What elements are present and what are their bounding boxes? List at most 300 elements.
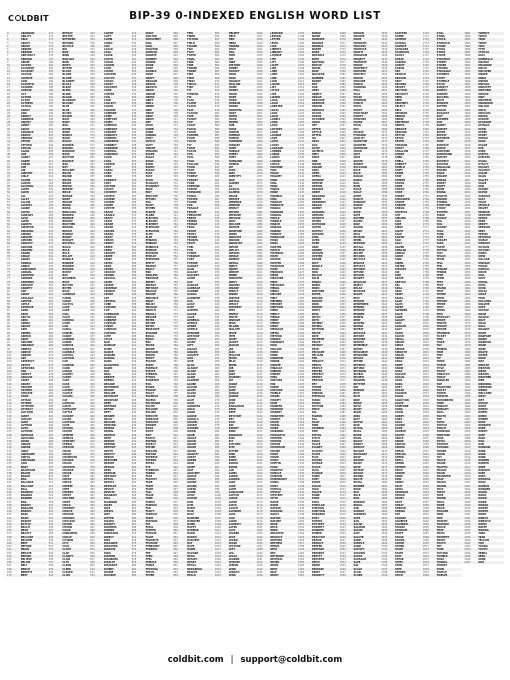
word-index: 55 <box>7 207 11 211</box>
word-index: 397 <box>90 207 95 211</box>
word-index: 973 <box>214 408 220 412</box>
word-index: 253 <box>48 293 54 297</box>
word-index: 32 <box>7 134 11 137</box>
word-text: BAR <box>20 500 27 504</box>
word-text: MARCH <box>270 223 281 227</box>
word-index: 664 <box>131 513 137 517</box>
word-text: PAYMENT <box>311 338 325 341</box>
word-index: 1417 <box>339 188 346 192</box>
word-index: 615 <box>131 357 137 361</box>
word-index: 1442 <box>339 267 346 271</box>
word-text: OZONE <box>311 258 322 262</box>
word-index: 874 <box>214 92 220 96</box>
word-text: ALERT <box>20 188 30 192</box>
word-text: SECOND <box>395 83 407 86</box>
word-index: 1097 <box>256 258 263 262</box>
word-index: 483 <box>90 481 95 485</box>
word-text: ENTIRE <box>145 322 156 326</box>
word-text: DOMAIN <box>145 51 157 55</box>
word-index: 751 <box>173 245 178 249</box>
word-text: SILENT <box>395 236 405 239</box>
word-index: 1257 <box>298 223 305 227</box>
word-index: 252 <box>48 290 54 294</box>
word-index: 1036 <box>256 63 263 67</box>
word-index: 88 <box>7 312 11 316</box>
word-index: 1542 <box>381 41 388 45</box>
word-text: SALMON <box>353 526 365 530</box>
word-text: AREA <box>20 318 29 322</box>
word-text: EXPAND <box>145 440 157 443</box>
word-text: PREPARE <box>311 548 324 552</box>
word-text: CUPBOARD <box>104 312 119 316</box>
word-index: 697 <box>173 73 178 77</box>
word-text: FOOD <box>187 165 195 169</box>
word-index: 446 <box>90 363 95 367</box>
word-text: REGION <box>353 274 364 278</box>
word-text: MEASURE <box>270 277 284 281</box>
word-text: CHARGE <box>62 468 74 472</box>
word-text: BLADE <box>62 73 72 77</box>
word-text: CABIN <box>62 296 71 300</box>
word-text: RUG <box>353 491 360 494</box>
word-text: EMBRACE <box>145 245 159 249</box>
word-index: 1068 <box>256 165 263 169</box>
word-text: LOCK <box>270 111 278 115</box>
word-index: 316 <box>48 494 54 498</box>
word-text: FAVORITE <box>145 538 159 542</box>
word-row <box>6 574 47 577</box>
word-text: FRESH <box>187 216 196 220</box>
word-index: 1022 <box>214 564 221 568</box>
word-text: BUTTER <box>62 283 73 287</box>
word-text: PHONE <box>311 385 322 389</box>
word-index: 1076 <box>256 191 263 195</box>
word-text: HUNT <box>228 146 237 150</box>
word-index: 261 <box>48 318 54 322</box>
word-text: FINE <box>187 63 194 67</box>
word-text: CHIEF <box>62 500 71 504</box>
word-index: 1301 <box>298 363 305 367</box>
word-text: LESSON <box>270 35 281 39</box>
word-text: SCHOOL <box>395 41 407 45</box>
word-index: 742 <box>173 216 178 220</box>
word-text: OUTPUT <box>311 229 323 233</box>
word-text: GOOD <box>187 411 196 415</box>
word-index: 812 <box>173 440 178 443</box>
word-text: FUN <box>187 248 193 252</box>
word-index: 1219 <box>298 102 305 106</box>
word-index: 926 <box>214 258 220 262</box>
word-text: DURING <box>145 134 157 137</box>
word-index: 1565 <box>381 114 388 118</box>
word-row <box>48 574 89 577</box>
word-index: 791 <box>173 373 178 377</box>
word-text: PUDDING <box>353 86 366 90</box>
word-index: 131 <box>7 449 12 453</box>
word-index: 555 <box>131 165 137 169</box>
word-index: 1559 <box>381 95 388 99</box>
word-text: REJECT <box>353 283 363 287</box>
word-text: INDEX <box>228 232 238 236</box>
word-index: 421 <box>90 283 95 287</box>
word-text: SECRET <box>395 86 406 90</box>
word-text: ROAST <box>353 440 363 443</box>
word-index: 549 <box>131 146 137 150</box>
word-text: GALAXY <box>187 271 198 275</box>
word-index: 1334 <box>298 468 305 472</box>
word-index: 236 <box>48 239 54 243</box>
word-text: ANY <box>20 290 27 294</box>
word-text: NOTE <box>311 57 320 61</box>
word-index: 0 <box>7 32 9 35</box>
word-index: 57 <box>7 213 11 217</box>
word-text: ELSE <box>145 236 153 239</box>
word-text: CRUMBLE <box>104 287 117 290</box>
word-index: 1465 <box>339 341 346 345</box>
word-index: 1498 <box>339 446 346 450</box>
word-index: 505 <box>90 551 95 555</box>
word-text: AUNT <box>20 420 29 424</box>
word-text: PUNCH <box>353 102 363 106</box>
word-index: 1253 <box>298 210 305 214</box>
word-text: PEAR <box>311 347 319 351</box>
word-text: SHIVER <box>395 178 405 182</box>
word-index: 66 <box>7 242 11 246</box>
word-index: 490 <box>90 503 95 507</box>
word-index: 1351 <box>298 522 305 526</box>
word-index: 432 <box>90 318 95 322</box>
word-index: 1317 <box>298 414 305 418</box>
word-text: PIECE <box>311 408 320 412</box>
word-text: SLEEP <box>395 306 404 310</box>
word-text: MAXIMUM <box>270 264 284 268</box>
word-index: 1540 <box>381 35 388 39</box>
word-index: 58 <box>7 216 11 220</box>
word-index: 622 <box>131 379 137 383</box>
word-index: 321 <box>48 510 54 514</box>
word-index: 764 <box>173 287 178 290</box>
word-index: 1141 <box>256 398 263 402</box>
word-text: DESTROY <box>104 475 117 479</box>
word-index: 1386 <box>339 89 346 93</box>
word-index: 1168 <box>256 484 263 488</box>
word-index: 160 <box>7 542 12 545</box>
word-text: RIGID <box>353 411 362 415</box>
word-index: 319 <box>48 503 54 507</box>
word-index: 470 <box>90 440 95 443</box>
word-index: 1578 <box>381 156 388 160</box>
word-index: 1451 <box>339 296 346 300</box>
word-text: OSTRICH <box>311 216 324 220</box>
word-index: 784 <box>173 350 178 354</box>
word-index: 855 <box>214 32 220 35</box>
word-text: CUTE <box>104 334 111 338</box>
word-index: 405 <box>90 232 95 236</box>
word-index: 436 <box>90 331 95 335</box>
word-index: 43 <box>7 169 11 173</box>
word-index: 492 <box>90 510 95 514</box>
word-index: 542 <box>131 124 137 128</box>
word-text: DANGER <box>104 353 116 357</box>
word-text: NERVE <box>270 545 280 549</box>
word-index: 944 <box>214 315 220 319</box>
word-text: NET <box>270 551 276 555</box>
word-index: 690 <box>173 51 178 55</box>
word-text: BURDEN <box>62 264 74 268</box>
word-text: PILOT <box>311 420 320 424</box>
word-index: 756 <box>173 261 178 265</box>
word-text: FAINT <box>145 484 154 488</box>
word-text: CLICK <box>62 573 71 577</box>
word-index: 124 <box>7 427 12 431</box>
word-text: EARLY <box>145 159 154 163</box>
word-index: 120 <box>7 414 12 418</box>
word-text: DIFFER <box>104 516 114 520</box>
word-index: 1258 <box>298 226 305 230</box>
word-index: 514 <box>131 35 137 39</box>
word-index: 530 <box>131 86 137 90</box>
word-text: RECALL <box>353 245 364 249</box>
word-index: 896 <box>214 162 220 166</box>
word-text: SAMPLE <box>353 542 365 545</box>
word-text: DISORDER <box>104 557 118 561</box>
word-text: LEMON <box>228 564 239 568</box>
word-text: LIBERTY <box>270 47 282 51</box>
word-text: REPEAT <box>353 328 364 332</box>
word-text: QUOTE <box>353 159 363 163</box>
word-text: EARN <box>145 162 153 166</box>
word-index: 1174 <box>256 503 263 507</box>
word-index: 1428 <box>339 223 346 227</box>
word-text: HEAVY <box>187 564 197 568</box>
word-text: PROSPER <box>353 70 367 74</box>
word-text: DECLINE <box>104 392 116 396</box>
word-index: 1415 <box>339 181 346 185</box>
word-text: SCATTER <box>395 32 407 35</box>
word-index: 379 <box>90 149 95 153</box>
word-text: PROPERTY <box>353 67 368 71</box>
word-index: 266 <box>48 334 54 338</box>
word-index: 686 <box>173 38 178 42</box>
word-text: AGENT <box>20 156 30 160</box>
word-text: SIGN <box>395 232 402 236</box>
word-text: BURGER <box>62 267 74 271</box>
word-text: SCREEN <box>395 60 406 64</box>
word-index: 1634 <box>381 334 388 338</box>
word-text: PROVIDE <box>353 79 366 83</box>
word-text: OUTSIDE <box>311 232 324 236</box>
word-text: ILLNESS <box>228 191 240 195</box>
word-text: ATTEND <box>20 401 32 405</box>
word-text: RUNWAY <box>353 500 366 504</box>
word-index: 1116 <box>256 318 263 322</box>
word-index: 180 <box>48 60 54 64</box>
word-text: RANCH <box>353 197 363 201</box>
word-index: 1335 <box>298 471 305 475</box>
word-index: 1211 <box>298 76 305 80</box>
word-index: 548 <box>131 143 137 147</box>
word-text: AUTO <box>20 427 29 431</box>
word-index: 1099 <box>256 264 263 268</box>
word-text: DEGREE <box>104 414 115 418</box>
word-index: 218 <box>48 181 54 185</box>
word-text: BRUSH <box>62 229 72 233</box>
word-text: NORTH <box>311 47 322 51</box>
word-index: 547 <box>131 140 137 144</box>
word-index: 519 <box>131 51 137 55</box>
word-text: CUSHION <box>104 328 117 332</box>
word-text: PICTURE <box>311 404 324 408</box>
word-index: 1070 <box>256 172 263 176</box>
word-index: 415 <box>90 264 95 268</box>
word-index: 177 <box>48 51 54 55</box>
word-text: ENFORCE <box>145 287 159 290</box>
word-index: 618 <box>131 366 137 370</box>
word-text: RENT <box>353 318 361 322</box>
word-text: SHOVE <box>395 200 405 204</box>
word-index: 531 <box>131 89 137 93</box>
word-index: 1588 <box>381 188 388 192</box>
word-index: 621 <box>131 376 137 380</box>
word-index: 898 <box>214 169 220 173</box>
word-index: 647 <box>131 459 137 463</box>
word-index: 82 <box>7 293 11 297</box>
word-text: GARDEN <box>187 290 199 294</box>
word-index: 297 <box>48 433 54 437</box>
word-text: ACOUSTIC <box>20 83 35 86</box>
word-text: SHALLOW <box>395 149 409 153</box>
word-index: 1005 <box>214 510 221 514</box>
word-index: 1226 <box>298 124 305 128</box>
word-text: MILK <box>270 344 277 348</box>
word-index: 1122 <box>256 338 263 341</box>
word-index: 118 <box>7 408 12 412</box>
word-index: 857 <box>214 38 220 42</box>
word-index: 880 <box>214 111 220 115</box>
word-text: OFF <box>311 124 318 128</box>
word-text: LEISURE <box>228 561 240 565</box>
word-index: 233 <box>48 229 54 233</box>
word-text: MORAL <box>270 424 280 428</box>
word-index: 1649 <box>381 382 388 386</box>
word-text: POST <box>311 516 320 520</box>
word-text: CENSUS <box>62 436 74 440</box>
word-text: ADDICT <box>20 114 31 118</box>
word-text: DIGITAL <box>104 519 115 523</box>
word-text: JOB <box>228 366 234 370</box>
word-index: 879 <box>214 108 220 112</box>
word-text: RUDE <box>353 487 361 491</box>
word-text: HYBRID <box>228 162 240 166</box>
word-index: 846 <box>173 548 178 552</box>
word-index: 1161 <box>256 462 263 466</box>
word-text: ENEMY <box>145 280 155 284</box>
word-text: DWARF <box>145 146 156 150</box>
word-text: ROTATE <box>353 468 364 472</box>
word-text: EPISODE <box>145 331 158 335</box>
word-text: REPORT <box>353 334 365 338</box>
word-index: 1103 <box>256 277 263 281</box>
word-index: 947 <box>214 325 220 329</box>
word-text: DOG <box>145 41 152 45</box>
word-index: 265 <box>48 331 54 335</box>
word-text: REVIEW <box>353 376 364 380</box>
word-text: CRASH <box>104 226 114 230</box>
word-text: FEEL <box>145 557 153 561</box>
word-index: 1255 <box>298 216 305 220</box>
word-text: HOVER <box>228 121 239 125</box>
word-index: 1503 <box>339 462 346 466</box>
word-index: 617 <box>131 363 137 367</box>
word-text: BRASS <box>62 178 72 182</box>
word-index: 1403 <box>339 143 346 147</box>
word-text: MASK <box>270 239 279 243</box>
word-text: BETTER <box>62 35 73 39</box>
word-index: 682 <box>131 570 137 574</box>
word-text: PRIZE <box>353 38 362 42</box>
word-index: 891 <box>214 146 220 150</box>
word-index: 61 <box>7 226 11 230</box>
word-index: 1179 <box>256 519 263 523</box>
word-text: CAUGHT <box>62 414 74 418</box>
word-text: CROSS <box>104 267 113 271</box>
word-text: ARMED <box>20 331 31 335</box>
word-text: GUIDE <box>187 491 196 494</box>
word-text: OYSTER <box>311 255 323 259</box>
word-text: ARROW <box>20 353 32 357</box>
word-index: 890 <box>214 143 220 147</box>
word-index: 1015 <box>214 542 221 545</box>
word-text: JUNK <box>228 398 236 402</box>
word-index: 699 <box>173 79 178 83</box>
word-index: 103 <box>7 360 12 364</box>
word-text: CLIMB <box>104 38 113 42</box>
word-text: GAME <box>187 277 195 281</box>
word-text: CLAIM <box>62 548 71 552</box>
word-text: MOUSE <box>270 449 281 453</box>
word-index: 35 <box>7 143 11 147</box>
word-text: CURTAIN <box>104 322 116 326</box>
word-text: BECAUSE <box>20 535 34 539</box>
word-text: ENDLESS <box>145 274 158 278</box>
word-index: 1314 <box>298 404 305 408</box>
word-index: 1101 <box>256 271 263 275</box>
word-text: SIDE <box>395 223 402 227</box>
word-text: BRACKET <box>62 169 75 173</box>
word-index: 954 <box>214 347 220 351</box>
word-text: OFFER <box>311 127 321 131</box>
word-text: CLAY <box>62 561 70 565</box>
word-index: 156 <box>7 529 12 533</box>
word-text: SEARCH <box>395 73 406 77</box>
word-index: 788 <box>173 363 178 367</box>
word-index: 1048 <box>256 102 263 106</box>
word-index: 1374 <box>339 51 346 55</box>
word-index: 225 <box>48 204 54 208</box>
word-text: MERCY <box>270 312 280 316</box>
word-text: GROW <box>187 478 196 482</box>
word-index: 358 <box>90 83 95 86</box>
word-index: 1483 <box>339 398 346 402</box>
word-index: 1625 <box>381 306 388 310</box>
word-index: 471 <box>90 443 95 447</box>
word-text: SKETCH <box>395 280 406 284</box>
word-text: SINCE <box>395 255 404 259</box>
word-text: BEHIND <box>20 554 32 558</box>
word-text: DESIGN <box>104 465 115 469</box>
word-text: DISCOVER <box>104 545 118 549</box>
word-text: MESH <box>270 325 279 329</box>
